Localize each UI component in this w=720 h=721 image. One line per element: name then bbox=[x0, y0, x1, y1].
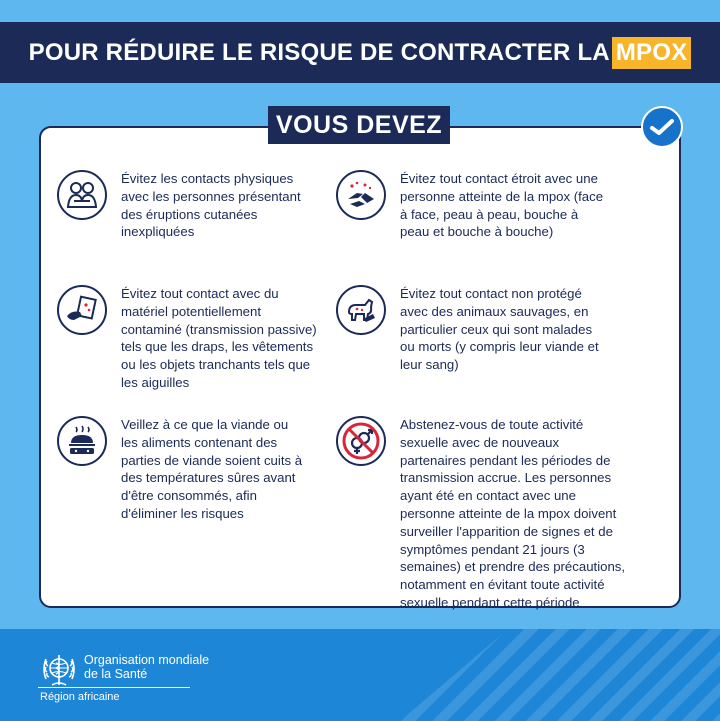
advice-item-2 bbox=[336, 170, 606, 241]
advice-item-3 bbox=[57, 285, 317, 392]
organization-name: Organisation mondiale de la Santé bbox=[84, 653, 210, 681]
advice-text: Évitez tout contact étroit avec une personne atteinte de la mpox (face à face, peau à peau, bouche à peau et bouche à bouche) bbox=[400, 171, 604, 240]
region-name: Région africaine bbox=[40, 691, 120, 703]
footer-divider bbox=[38, 687, 190, 688]
header-banner bbox=[0, 22, 720, 83]
title-main: POUR RÉDUIRE LE RISQUE DE CONTRACTER LA bbox=[28, 38, 610, 66]
advice-text: Évitez les contacts physiques avec les personnes présentant des éruptions cutanées inexpliquées bbox=[121, 171, 301, 240]
advice-item-5 bbox=[57, 416, 307, 523]
hands-touching-icon bbox=[336, 170, 386, 220]
people-hugging-icon bbox=[57, 170, 107, 220]
cooking-meat-icon bbox=[57, 416, 107, 466]
page-title bbox=[29, 37, 692, 69]
checkmark-icon bbox=[641, 106, 683, 148]
footer bbox=[0, 629, 720, 721]
advice-item-6 bbox=[336, 416, 626, 612]
advice-item-1 bbox=[57, 170, 307, 241]
no-sexual-contact-icon bbox=[336, 416, 386, 466]
advice-text: Évitez tout contact avec du matériel potentiellement contaminé (transmission passive) tels que les draps, les vêtements ou les objets tranchants tels que les aiguilles bbox=[121, 286, 317, 390]
advice-text: Abstenez-vous de toute activité sexuelle avec de nouveaux partenaires pendant les périodes de transmission accrue. Les personnes ayant été en contact avec une personne atteinte de la mpox doivent surveiller l'apparition de signes et de symptômes pendant 21 jours (3 semaines) et prendre des précautions, notamment en évitant toute activité sexuelle pendant cette période bbox=[400, 417, 626, 610]
card-label: VOUS DEVEZ bbox=[268, 106, 450, 144]
title-highlight: MPOX bbox=[612, 37, 691, 69]
contaminated-materials-icon bbox=[57, 285, 107, 335]
who-emblem-icon bbox=[38, 649, 80, 691]
advice-item-4 bbox=[336, 285, 606, 374]
wild-animal-icon bbox=[336, 285, 386, 335]
decorative-stripes bbox=[400, 629, 720, 721]
advice-text: Évitez tout contact non protégé avec des animaux sauvages, en particulier ceux qui sont malades ou morts (y compris leur viande et leur sang) bbox=[400, 286, 599, 373]
advice-text: Veillez à ce que la viande ou les aliments contenant des parties de viande soient cuits à des températures sûres avant d'être consommés, afin d'éliminer les risques bbox=[121, 417, 303, 521]
